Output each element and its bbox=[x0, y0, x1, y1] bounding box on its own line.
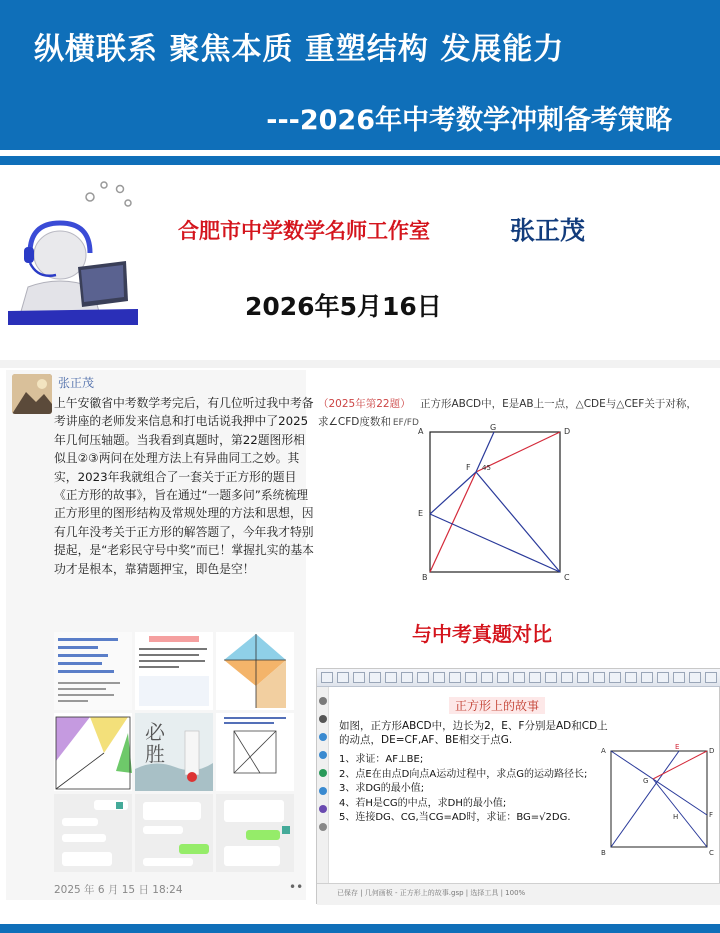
svg-text:G: G bbox=[490, 423, 497, 432]
toolbar-button[interactable] bbox=[657, 672, 669, 683]
avatar[interactable] bbox=[12, 374, 52, 414]
toolbar-button[interactable] bbox=[449, 672, 461, 683]
thumbnail-image[interactable] bbox=[216, 632, 294, 710]
svg-text:F: F bbox=[709, 811, 714, 819]
author-name: 张正茂 bbox=[510, 216, 586, 245]
thumb-text: 必 胜 bbox=[145, 720, 165, 766]
list-item: 4、若H是CG的中点，求DH的最小值; bbox=[339, 797, 507, 809]
toolbar-button[interactable] bbox=[673, 672, 685, 683]
exam-geometry-figure bbox=[412, 422, 592, 582]
post-text: 上午安徽省中考数学考完后，有几位听过我中考备考讲座的老师发来信息和打电话说我押中了2025年几何压轴题。当我看到真题时，第22题图形相似且②③两问在处理方法上有异曲同工之妙。其实，2023年我就组合了一套关于正方形的题目《正方形的故事》，旨在通过“一题多问”系统梳理正方形里的图形结构及常规处理的方法和思想，因有几年没考关于正方形的解答题了，今年我才特别提起，是“老彩民守号中奖”而已！掌握扎实的基本功才是根本，靠猜题押宝，即色是空！ bbox=[54, 396, 314, 576]
point-tool-icon[interactable] bbox=[319, 715, 327, 723]
toolbar-button[interactable] bbox=[641, 672, 653, 683]
thumbnail-image[interactable] bbox=[135, 794, 213, 872]
list-item: 5、连接DG、CG,当CG=AD时，求证：BG=√2DG. bbox=[339, 812, 571, 824]
exam-label: （2025年第22题） bbox=[318, 398, 411, 410]
toolbar-button[interactable] bbox=[593, 672, 605, 683]
svg-text:C: C bbox=[709, 849, 714, 857]
post-author[interactable]: 张正茂 bbox=[58, 376, 95, 390]
image-grid bbox=[54, 632, 294, 880]
header-banner bbox=[0, 0, 720, 150]
banner-subtitle: ---2026年中考数学冲刺备考策略 bbox=[266, 105, 672, 136]
thumbnail-image[interactable] bbox=[216, 713, 294, 791]
toolbar-button[interactable] bbox=[625, 672, 637, 683]
status-bar: 已保存 | 几何画板 - 正方形上的故事.gsp | 选择工具 | 100% bbox=[317, 883, 720, 905]
svg-text:45: 45 bbox=[482, 464, 491, 472]
text-tool-icon[interactable] bbox=[319, 787, 327, 795]
toolbar-button[interactable] bbox=[497, 672, 509, 683]
toolbar-button[interactable] bbox=[337, 672, 349, 683]
toolbar bbox=[317, 669, 720, 687]
svg-text:A: A bbox=[418, 427, 424, 436]
geometry-software-window bbox=[316, 668, 720, 904]
svg-text:G: G bbox=[643, 777, 649, 785]
mountain-icon bbox=[12, 374, 52, 414]
thumbnail-image[interactable] bbox=[135, 713, 213, 791]
toolbar-button[interactable] bbox=[577, 672, 589, 683]
info-tool-icon[interactable] bbox=[319, 823, 327, 831]
more-options-icon[interactable]: •• bbox=[289, 880, 304, 894]
problem-title: 正方形上的故事 bbox=[449, 697, 545, 714]
toolbar-button[interactable] bbox=[353, 672, 365, 683]
thumbnail-image[interactable] bbox=[54, 632, 132, 710]
info-section bbox=[0, 165, 720, 360]
svg-text:B: B bbox=[601, 849, 606, 857]
toolbar-button[interactable] bbox=[417, 672, 429, 683]
list-item: 2、点E在由点D向点A运动过程中，求点G的运动路径长; bbox=[339, 768, 588, 780]
toolbar-button[interactable] bbox=[561, 672, 573, 683]
computer-user-icon bbox=[8, 175, 138, 325]
toolbar-button[interactable] bbox=[465, 672, 477, 683]
toolbar-button[interactable] bbox=[385, 672, 397, 683]
tool-sidebar bbox=[317, 687, 329, 883]
thumbnail-image[interactable] bbox=[54, 713, 132, 791]
svg-text:A: A bbox=[601, 747, 606, 755]
social-post bbox=[6, 370, 314, 900]
toolbar-button[interactable] bbox=[689, 672, 701, 683]
svg-text:B: B bbox=[422, 573, 428, 582]
question-list bbox=[339, 753, 587, 826]
svg-text:F: F bbox=[466, 463, 471, 472]
polygon-tool-icon[interactable] bbox=[319, 769, 327, 777]
list-item: 1、求证：AF⊥BE; bbox=[339, 754, 424, 765]
toolbar-button[interactable] bbox=[369, 672, 381, 683]
toolbar-button[interactable] bbox=[545, 672, 557, 683]
footer-bar bbox=[0, 924, 720, 933]
studio-name: 合肥市中学数学名师工作室 bbox=[178, 219, 430, 243]
thumbnail-image[interactable] bbox=[54, 794, 132, 872]
toolbar-button[interactable] bbox=[401, 672, 413, 683]
problem-geometry-figure bbox=[599, 743, 719, 863]
svg-text:E: E bbox=[418, 509, 424, 518]
compass-tool-icon[interactable] bbox=[319, 733, 327, 741]
post-timestamp: 2025 年 6 月 15 日 18:24 bbox=[54, 884, 183, 896]
marker-tool-icon[interactable] bbox=[319, 805, 327, 813]
toolbar-button[interactable] bbox=[529, 672, 541, 683]
thumbnail-image[interactable] bbox=[216, 794, 294, 872]
problem-statement: 如图，正方形ABCD中，边长为2，E、F分别是AD和CD上的动点，DE=CF,AF、BE相交于点G. bbox=[339, 720, 608, 746]
line-tool-icon[interactable] bbox=[319, 751, 327, 759]
exam-problem-text: 正方形ABCD中，E是AB上一点，△CDE与△CEF关于对称， bbox=[420, 398, 697, 410]
compare-heading: 与中考真题对比 bbox=[412, 622, 552, 646]
toolbar-button[interactable] bbox=[481, 672, 493, 683]
exam-problem-text-2: 求∠CFD度数和 EF/FD bbox=[318, 416, 419, 428]
banner-stripe-blue bbox=[0, 156, 720, 165]
section-divider bbox=[0, 360, 720, 368]
svg-text:H: H bbox=[673, 813, 679, 821]
pointer-tool-icon[interactable] bbox=[319, 697, 327, 705]
svg-text:D: D bbox=[564, 427, 571, 436]
toolbar-button[interactable] bbox=[609, 672, 621, 683]
list-item: 3、求DG的最小值; bbox=[339, 783, 425, 795]
svg-text:D: D bbox=[709, 747, 715, 755]
svg-text:E: E bbox=[675, 743, 680, 751]
toolbar-button[interactable] bbox=[433, 672, 445, 683]
toolbar-button[interactable] bbox=[321, 672, 333, 683]
banner-title: 纵横联系 聚焦本质 重塑结构 发展能力 bbox=[34, 32, 565, 67]
toolbar-button[interactable] bbox=[705, 672, 717, 683]
svg-text:C: C bbox=[564, 573, 570, 582]
toolbar-button[interactable] bbox=[513, 672, 525, 683]
presentation-date: 2026年5月16日 bbox=[245, 292, 442, 321]
content-section bbox=[0, 368, 720, 924]
thumbnail-image[interactable] bbox=[135, 632, 213, 710]
